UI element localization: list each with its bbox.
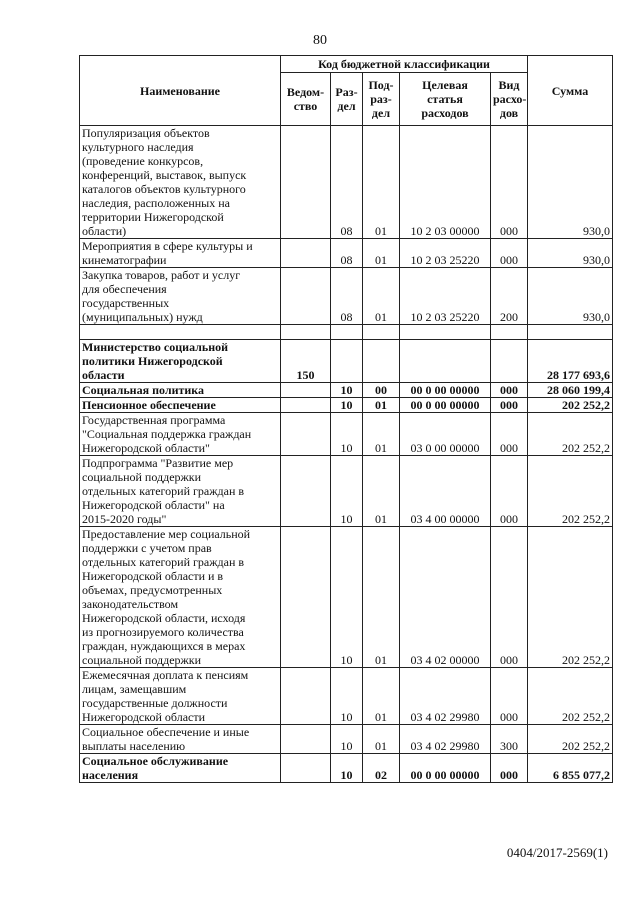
table-row	[80, 239, 613, 268]
row-target: 10 2 03 25220	[400, 268, 491, 325]
row-sum: 202 252,2	[528, 725, 613, 754]
row-vid: 000	[491, 126, 528, 239]
row-name: Министерство социальной политики Нижегородской области	[80, 340, 281, 383]
row-sum: 28 060 199,4	[528, 383, 613, 398]
row-name: Закупка товаров, работ и услуг для обеспечения государственных (муниципальных) нужд	[80, 268, 281, 325]
row-vid: 000	[491, 239, 528, 268]
row-target: 03 4 02 29980	[400, 668, 491, 725]
row-razdel: 08	[331, 268, 363, 325]
row-vedomstvo	[281, 725, 331, 754]
row-razdel	[331, 340, 363, 383]
row-razdel: 10	[331, 754, 363, 783]
row-name: Ежемесячная доплата к пенсиям лицам, замещавшим государственные должности Нижегородской области	[80, 668, 281, 725]
row-vid: 000	[491, 527, 528, 668]
row-vedomstvo	[281, 456, 331, 527]
row-sum: 202 252,2	[528, 413, 613, 456]
row-name: Социальное обеспечение и иные выплаты населению	[80, 725, 281, 754]
row-vedomstvo	[281, 413, 331, 456]
row-vid	[491, 340, 528, 383]
header-code-group: Код бюджетной классификации	[281, 56, 528, 73]
row-podrazdel: 01	[363, 239, 400, 268]
row-target: 00 0 00 00000	[400, 398, 491, 413]
header-podrazdel: Под- раз- дел	[363, 73, 400, 126]
table-row	[80, 413, 613, 456]
empty-cell	[491, 325, 528, 340]
row-sum: 202 252,2	[528, 456, 613, 527]
row-vid: 000	[491, 668, 528, 725]
header-vedomstvo: Ведом- ство	[281, 73, 331, 126]
table-row	[80, 340, 613, 383]
row-podrazdel: 01	[363, 668, 400, 725]
row-vedomstvo	[281, 754, 331, 783]
row-name: Популяризация объектов культурного наследия (проведение конкурсов, конференций, выставок, выпуск каталогов объектов культурного наследия, расположенных на территории Нижегородской области)	[80, 126, 281, 239]
row-podrazdel: 02	[363, 754, 400, 783]
document-code: 0404/2017-2569(1)	[506, 845, 608, 860]
row-name: Государственная программа "Социальная поддержка граждан Нижегородской области"	[80, 413, 281, 456]
empty-cell	[400, 325, 491, 340]
row-vedomstvo	[281, 668, 331, 725]
table-row	[80, 126, 613, 239]
header-name: Наименование	[80, 56, 281, 126]
table-row	[80, 456, 613, 527]
row-sum: 202 252,2	[528, 398, 613, 413]
row-razdel: 10	[331, 527, 363, 668]
row-razdel: 10	[331, 668, 363, 725]
row-vedomstvo	[281, 383, 331, 398]
empty-cell	[331, 325, 363, 340]
spacer-row	[80, 325, 613, 340]
row-target: 10 2 03 25220	[400, 239, 491, 268]
row-target: 00 0 00 00000	[400, 754, 491, 783]
row-sum: 28 177 693,6	[528, 340, 613, 383]
header-vid: Вид расхо- дов	[491, 73, 528, 126]
empty-cell	[363, 325, 400, 340]
row-vid: 000	[491, 398, 528, 413]
row-vedomstvo	[281, 126, 331, 239]
row-sum: 202 252,2	[528, 527, 613, 668]
row-name: Пенсионное обеспечение	[80, 398, 281, 413]
table-row	[80, 268, 613, 325]
header-target: Целевая статья расходов	[400, 73, 491, 126]
row-vid: 200	[491, 268, 528, 325]
row-vid: 000	[491, 456, 528, 527]
row-name: Социальная политика	[80, 383, 281, 398]
row-name: Социальное обслуживание населения	[80, 754, 281, 783]
row-razdel: 10	[331, 725, 363, 754]
row-razdel: 10	[331, 413, 363, 456]
budget-table	[79, 55, 613, 783]
row-podrazdel: 01	[363, 398, 400, 413]
row-podrazdel: 00	[363, 383, 400, 398]
row-vid: 000	[491, 754, 528, 783]
row-name: Мероприятия в сфере культуры и кинематографии	[80, 239, 281, 268]
row-razdel: 10	[331, 398, 363, 413]
table-row	[80, 668, 613, 725]
row-vid: 300	[491, 725, 528, 754]
row-vedomstvo	[281, 398, 331, 413]
row-razdel: 08	[331, 239, 363, 268]
row-vedomstvo	[281, 239, 331, 268]
empty-cell	[281, 325, 331, 340]
row-target: 03 4 02 29980	[400, 725, 491, 754]
row-vedomstvo	[281, 268, 331, 325]
row-sum: 6 855 077,2	[528, 754, 613, 783]
table-row	[80, 383, 613, 398]
row-sum: 930,0	[528, 126, 613, 239]
row-razdel: 10	[331, 383, 363, 398]
row-vid: 000	[491, 383, 528, 398]
table-row	[80, 725, 613, 754]
row-target: 03 4 00 00000	[400, 456, 491, 527]
row-podrazdel: 01	[363, 126, 400, 239]
row-podrazdel: 01	[363, 725, 400, 754]
table-body	[80, 126, 613, 783]
row-podrazdel: 01	[363, 413, 400, 456]
row-name: Подпрограмма "Развитие мер социальной поддержки отдельных категорий граждан в Нижегородской области" на 2015-2020 годы"	[80, 456, 281, 527]
row-razdel: 10	[331, 456, 363, 527]
empty-cell	[528, 325, 613, 340]
page-number: 80	[313, 33, 327, 48]
row-target: 03 0 00 00000	[400, 413, 491, 456]
row-vedomstvo: 150	[281, 340, 331, 383]
row-podrazdel: 01	[363, 268, 400, 325]
row-vid: 000	[491, 413, 528, 456]
row-razdel: 08	[331, 126, 363, 239]
empty-cell	[80, 325, 281, 340]
row-vedomstvo	[281, 527, 331, 668]
row-name: Предоставление мер социальной поддержки с учетом прав отдельных категорий граждан в Нижегородской области и в объемах, предусмотренных законодательством Нижегородской области, исходя из прогнозируемого количества граждан, нуждающихся в мерах социальной поддержки	[80, 527, 281, 668]
row-podrazdel: 01	[363, 456, 400, 527]
table-row	[80, 754, 613, 783]
row-target: 03 4 02 00000	[400, 527, 491, 668]
row-target	[400, 340, 491, 383]
table-row	[80, 527, 613, 668]
header-sum: Сумма	[528, 56, 613, 126]
row-target: 10 2 03 00000	[400, 126, 491, 239]
header-razdel: Раз- дел	[331, 73, 363, 126]
row-target: 00 0 00 00000	[400, 383, 491, 398]
table-row	[80, 398, 613, 413]
row-podrazdel: 01	[363, 527, 400, 668]
row-sum: 202 252,2	[528, 668, 613, 725]
row-podrazdel	[363, 340, 400, 383]
row-sum: 930,0	[528, 268, 613, 325]
row-sum: 930,0	[528, 239, 613, 268]
